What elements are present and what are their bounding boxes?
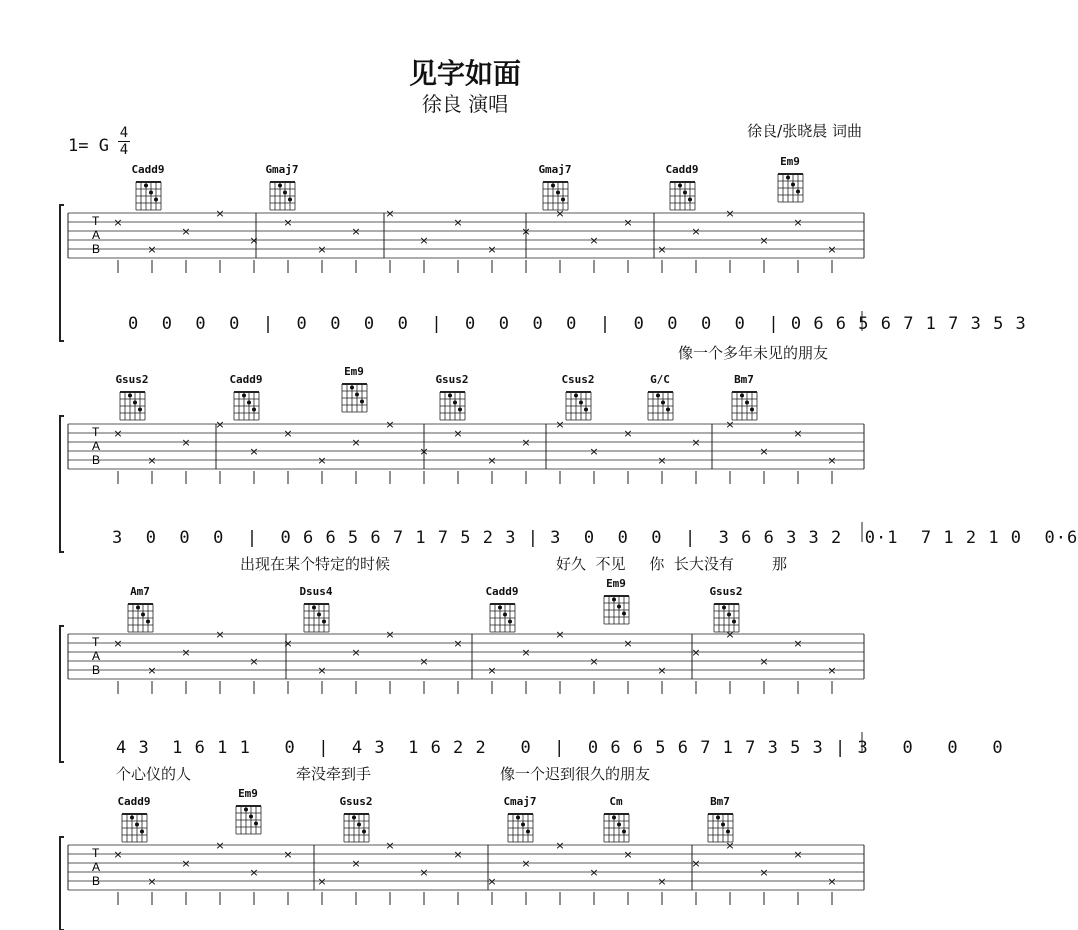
note-mark: × bbox=[181, 857, 191, 870]
note-mark: × bbox=[589, 445, 599, 458]
chord-diagram: Bm7 bbox=[700, 795, 740, 844]
note-mark: × bbox=[453, 427, 463, 440]
note-mark: × bbox=[419, 445, 429, 458]
jianpu-line: 4 3 1 6 1 1 0 | 4 3 1 6 2 2 0 | 0 6 6 5 6 7 1 7 3 5 3 | 3 0 0 0 bbox=[116, 738, 1004, 758]
note-mark: × bbox=[691, 646, 701, 659]
note-mark: × bbox=[657, 243, 667, 256]
lyric-line: 好久 不见 你 长大没有 那 bbox=[556, 555, 788, 573]
chord-diagram: Cm bbox=[596, 795, 636, 844]
note-mark: × bbox=[249, 866, 259, 879]
chord-diagram: Dsus4 bbox=[296, 585, 336, 634]
note-mark: × bbox=[419, 866, 429, 879]
chord-diagram: Cmaj7 bbox=[500, 795, 540, 844]
chord-diagram: Em9 bbox=[334, 365, 374, 414]
note-mark: × bbox=[555, 207, 565, 220]
note-mark: × bbox=[555, 418, 565, 431]
note-mark: × bbox=[793, 848, 803, 861]
note-mark: × bbox=[113, 637, 123, 650]
chord-diagram: Cadd9 bbox=[662, 163, 702, 212]
note-mark: × bbox=[147, 664, 157, 677]
chord-diagram: Gsus2 bbox=[432, 373, 472, 422]
credits-line: 徐良/张晓晨 词曲 bbox=[747, 122, 862, 140]
jianpu-line: 3 0 0 0 | 0 6 6 5 6 7 1 7 5 2 3 | 3 0 0 0 | 3 6 6 3 3 2 0·1 7 1 2 1 0 0·6 bbox=[112, 528, 1078, 548]
tab-letter: B bbox=[92, 453, 101, 467]
note-mark: × bbox=[113, 427, 123, 440]
note-mark: × bbox=[385, 207, 395, 220]
chord-diagram: Bm7 bbox=[724, 373, 764, 422]
note-mark: × bbox=[725, 839, 735, 852]
singer-line: 徐良 演唱 bbox=[421, 92, 509, 116]
chord-diagram: Gmaj7 bbox=[535, 163, 575, 212]
chord-diagram: Em9 bbox=[770, 155, 810, 204]
note-mark: × bbox=[555, 628, 565, 641]
note-mark: × bbox=[453, 848, 463, 861]
note-mark: × bbox=[827, 664, 837, 677]
note-mark: × bbox=[419, 234, 429, 247]
time-signature: 4 4 bbox=[119, 125, 129, 158]
note-mark: × bbox=[759, 655, 769, 668]
chord-diagram: Gmaj7 bbox=[262, 163, 302, 212]
chord-diagram: Gsus2 bbox=[336, 795, 376, 844]
note-mark: × bbox=[351, 857, 361, 870]
note-mark: × bbox=[147, 243, 157, 256]
note-mark: × bbox=[827, 243, 837, 256]
note-mark: × bbox=[283, 427, 293, 440]
note-mark: × bbox=[657, 454, 667, 467]
note-mark: × bbox=[487, 243, 497, 256]
note-mark: × bbox=[385, 418, 395, 431]
note-mark: × bbox=[793, 216, 803, 229]
lyric-line: 个心仪的人 bbox=[116, 765, 192, 783]
jianpu-line: 0 0 0 0 | 0 0 0 0 | 0 0 0 0 | 0 0 0 0 | 0 6 6 5 6 7 1 7 3 5 3 bbox=[128, 314, 1027, 334]
note-mark: × bbox=[589, 234, 599, 247]
note-mark: × bbox=[725, 418, 735, 431]
note-mark: × bbox=[691, 857, 701, 870]
lyric-line: 像一个多年未见的朋友 bbox=[678, 344, 829, 362]
tab-letter: T bbox=[92, 214, 100, 228]
note-mark: × bbox=[827, 875, 837, 888]
note-mark: × bbox=[453, 216, 463, 229]
note-mark: × bbox=[623, 427, 633, 440]
note-mark: × bbox=[385, 839, 395, 852]
lyric-line: 像一个迟到很久的朋友 bbox=[500, 765, 651, 783]
note-mark: × bbox=[215, 418, 225, 431]
note-mark: × bbox=[657, 664, 667, 677]
note-mark: × bbox=[419, 655, 429, 668]
tab-letter: B bbox=[92, 874, 101, 888]
note-mark: × bbox=[113, 216, 123, 229]
chord-diagram: Cadd9 bbox=[482, 585, 522, 634]
note-mark: × bbox=[521, 436, 531, 449]
note-mark: × bbox=[181, 436, 191, 449]
note-mark: × bbox=[521, 646, 531, 659]
note-mark: × bbox=[385, 628, 395, 641]
note-mark: × bbox=[623, 637, 633, 650]
note-mark: × bbox=[657, 875, 667, 888]
tab-letter: B bbox=[92, 663, 101, 677]
note-mark: × bbox=[351, 646, 361, 659]
tab-letter: T bbox=[92, 846, 100, 860]
note-mark: × bbox=[521, 225, 531, 238]
tab-letter: T bbox=[92, 635, 100, 649]
note-mark: × bbox=[793, 427, 803, 440]
note-mark: × bbox=[759, 445, 769, 458]
note-mark: × bbox=[453, 637, 463, 650]
note-mark: × bbox=[283, 848, 293, 861]
chord-diagram: Am7 bbox=[120, 585, 160, 634]
tab-letter: A bbox=[92, 439, 101, 453]
note-mark: × bbox=[725, 207, 735, 220]
note-mark: × bbox=[249, 445, 259, 458]
chord-diagram: Cadd9 bbox=[128, 163, 168, 212]
chord-diagram: G/C bbox=[640, 373, 680, 422]
note-mark: × bbox=[351, 436, 361, 449]
tab-letter: A bbox=[92, 860, 101, 874]
key-signature: 1= G bbox=[68, 136, 109, 156]
note-mark: × bbox=[691, 225, 701, 238]
note-mark: × bbox=[283, 216, 293, 229]
note-mark: × bbox=[759, 234, 769, 247]
lyric-line: 出现在某个特定的时候 bbox=[240, 555, 391, 573]
note-mark: × bbox=[555, 839, 565, 852]
tab-letter: A bbox=[92, 228, 101, 242]
note-mark: × bbox=[759, 866, 769, 879]
system-brace bbox=[60, 837, 64, 930]
note-mark: × bbox=[113, 848, 123, 861]
note-mark: × bbox=[521, 857, 531, 870]
note-mark: × bbox=[147, 875, 157, 888]
note-mark: × bbox=[725, 628, 735, 641]
note-mark: × bbox=[317, 243, 327, 256]
note-mark: × bbox=[181, 225, 191, 238]
chord-diagram: Gsus2 bbox=[112, 373, 152, 422]
note-mark: × bbox=[793, 637, 803, 650]
note-mark: × bbox=[249, 234, 259, 247]
note-mark: × bbox=[487, 875, 497, 888]
note-mark: × bbox=[181, 646, 191, 659]
note-mark: × bbox=[623, 848, 633, 861]
note-mark: × bbox=[623, 216, 633, 229]
chord-diagram: Cadd9 bbox=[114, 795, 154, 844]
system-brace bbox=[60, 205, 64, 341]
song-title: 见字如面 bbox=[408, 57, 521, 90]
note-mark: × bbox=[487, 454, 497, 467]
note-mark: × bbox=[215, 207, 225, 220]
note-mark: × bbox=[317, 454, 327, 467]
tab-letter: T bbox=[92, 425, 100, 439]
chord-diagram: Em9 bbox=[228, 787, 268, 836]
note-mark: × bbox=[147, 454, 157, 467]
chord-diagram: Gsus2 bbox=[706, 585, 746, 634]
note-mark: × bbox=[691, 436, 701, 449]
system-brace bbox=[60, 626, 64, 762]
note-mark: × bbox=[317, 664, 327, 677]
note-mark: × bbox=[317, 875, 327, 888]
note-mark: × bbox=[589, 655, 599, 668]
chord-diagram: Em9 bbox=[596, 577, 636, 626]
tab-letter: A bbox=[92, 649, 101, 663]
lyric-line: 牵没牵到手 bbox=[296, 765, 372, 783]
note-mark: × bbox=[487, 664, 497, 677]
note-mark: × bbox=[283, 637, 293, 650]
note-mark: × bbox=[215, 628, 225, 641]
note-mark: × bbox=[589, 866, 599, 879]
tab-letter: B bbox=[92, 242, 101, 256]
chord-diagram: Cadd9 bbox=[226, 373, 266, 422]
note-mark: × bbox=[827, 454, 837, 467]
note-mark: × bbox=[351, 225, 361, 238]
note-mark: × bbox=[215, 839, 225, 852]
chord-diagram: Csus2 bbox=[558, 373, 598, 422]
note-mark: × bbox=[249, 655, 259, 668]
system-brace bbox=[60, 416, 64, 552]
